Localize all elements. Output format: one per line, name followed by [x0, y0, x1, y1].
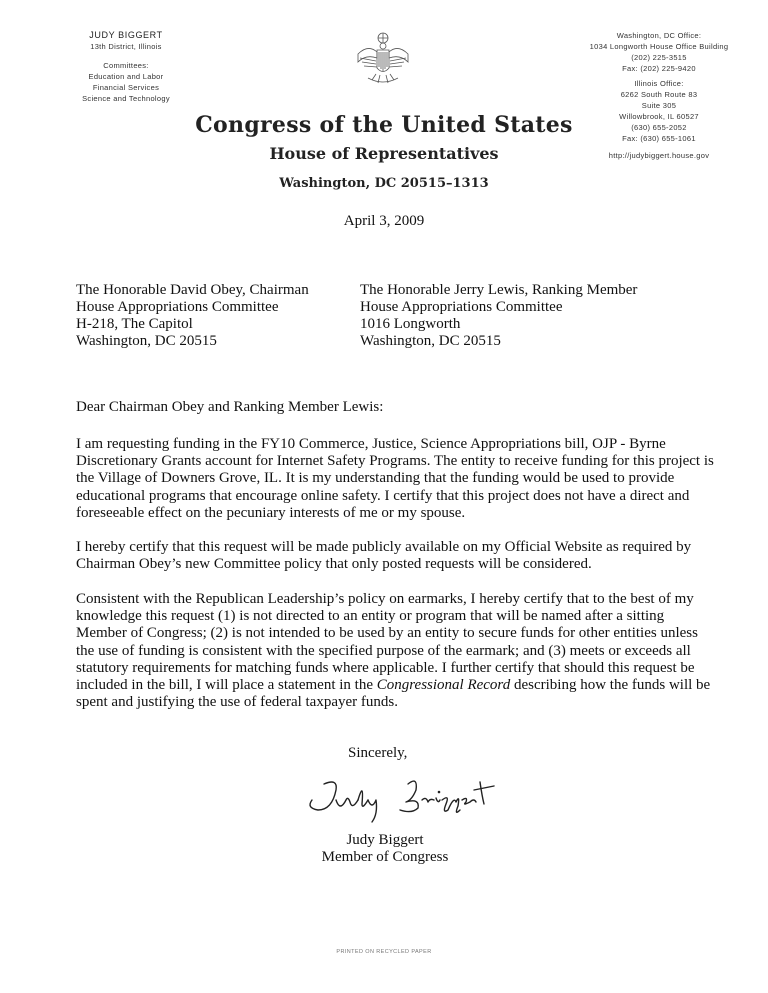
member-district: 13th District, Illinois [90, 42, 162, 51]
committee-item: Financial Services [92, 83, 160, 92]
il-office-label: Illinois Office: [634, 79, 684, 88]
salutation: Dear Chairman Obey and Ranking Member Lewis: [76, 399, 384, 415]
member-info [36, 30, 216, 104]
recipient-line: H-218, The Capitol [76, 316, 193, 332]
office-info [580, 30, 738, 161]
il-office-phone: (630) 655-2052 [631, 123, 687, 132]
dc-office-label: Washington, DC Office: [616, 31, 702, 40]
recipient-address-2 [360, 282, 637, 350]
recipient-line: Washington, DC 20515 [76, 333, 217, 349]
washington-zip: Washington, DC 20515–1313 [279, 176, 489, 191]
handwritten-signature [296, 770, 516, 830]
letter-date: April 3, 2009 [343, 213, 425, 229]
committee-item: Science and Technology [82, 94, 170, 103]
dc-office-fax: Fax: (202) 225-9420 [622, 64, 696, 73]
signer-name: Judy Biggert [346, 832, 424, 848]
signer-block [270, 832, 500, 866]
il-office-suite: Suite 305 [641, 101, 677, 110]
paragraph-3 [76, 591, 716, 711]
il-office-street: 6262 South Route 83 [620, 90, 698, 99]
committee-item: Education and Labor [88, 72, 164, 81]
congressional-record-title: Congressional Record [376, 677, 511, 694]
house-title: House of Representatives [269, 144, 499, 163]
eagle-seal-icon [350, 28, 416, 94]
recipient-address-1 [76, 282, 309, 350]
closing: Sincerely, [348, 745, 408, 761]
committees-label: Committees: [103, 61, 149, 70]
recipient-line: The Honorable David Obey, Chairman [76, 282, 309, 298]
website-link[interactable]: http://judybiggert.house.gov [608, 151, 710, 160]
dc-office-phone: (202) 225-3515 [631, 53, 687, 62]
il-office-city: Willowbrook, IL 60527 [619, 112, 699, 121]
paragraph-2: I hereby certify that this request will be made publicly available on my Official Website as required by Chairman Obey’s new Committee policy that only posted requests will be considered. [76, 539, 692, 573]
recipient-line: Washington, DC 20515 [360, 333, 501, 349]
recycled-paper-note: PRINTED ON RECYCLED PAPER [336, 949, 432, 955]
paragraph-1: I am requesting funding in the FY10 Commerce, Justice, Science Appropriations bill, OJP - Byrne Discretionary Grants account for Internet Safety Programs. The entity to receive funding for this project is the Village of Downers Grove, IL. It is my understanding that the funding would be used to provide educational programs that encourage online safety. I certify that this project does not have a direct and foreseeable effect on the pecuniary interests of me or my spouse. [76, 436, 714, 521]
paragraph-3-text-end: describing how the funds will be spent and justifying the use of federal taxpayer funds. [76, 677, 711, 711]
recipient-line: House Appropriations Committee [76, 299, 279, 315]
recipient-line: The Honorable Jerry Lewis, Ranking Member [360, 282, 638, 298]
member-name: JUDY BIGGERT [89, 30, 163, 40]
recipient-line: 1016 Longworth [360, 316, 461, 332]
paragraph-3-text: Consistent with the Republican Leadership’s policy on earmarks, I hereby certify that to the best of my knowledge this request (1) is not directed to an entity or program that will be named after a sitting Member of Congress; (2) is not intended to be used by an entity to secure funds for other entities unless the use of funding is consistent with the specified purpose of the earmark; and (3) meets or exceeds all statutory requirements for matching funds where applicable. I further certify that should this request be included in the bill, I will place a statement in the [76, 591, 698, 694]
recipient-line: House Appropriations Committee [360, 299, 563, 315]
congress-title: Congress of the United States [195, 112, 573, 138]
il-office-fax: Fax: (630) 655-1061 [622, 134, 696, 143]
dc-office-address: 1034 Longworth House Office Building [589, 42, 729, 51]
signer-title: Member of Congress [321, 849, 449, 865]
